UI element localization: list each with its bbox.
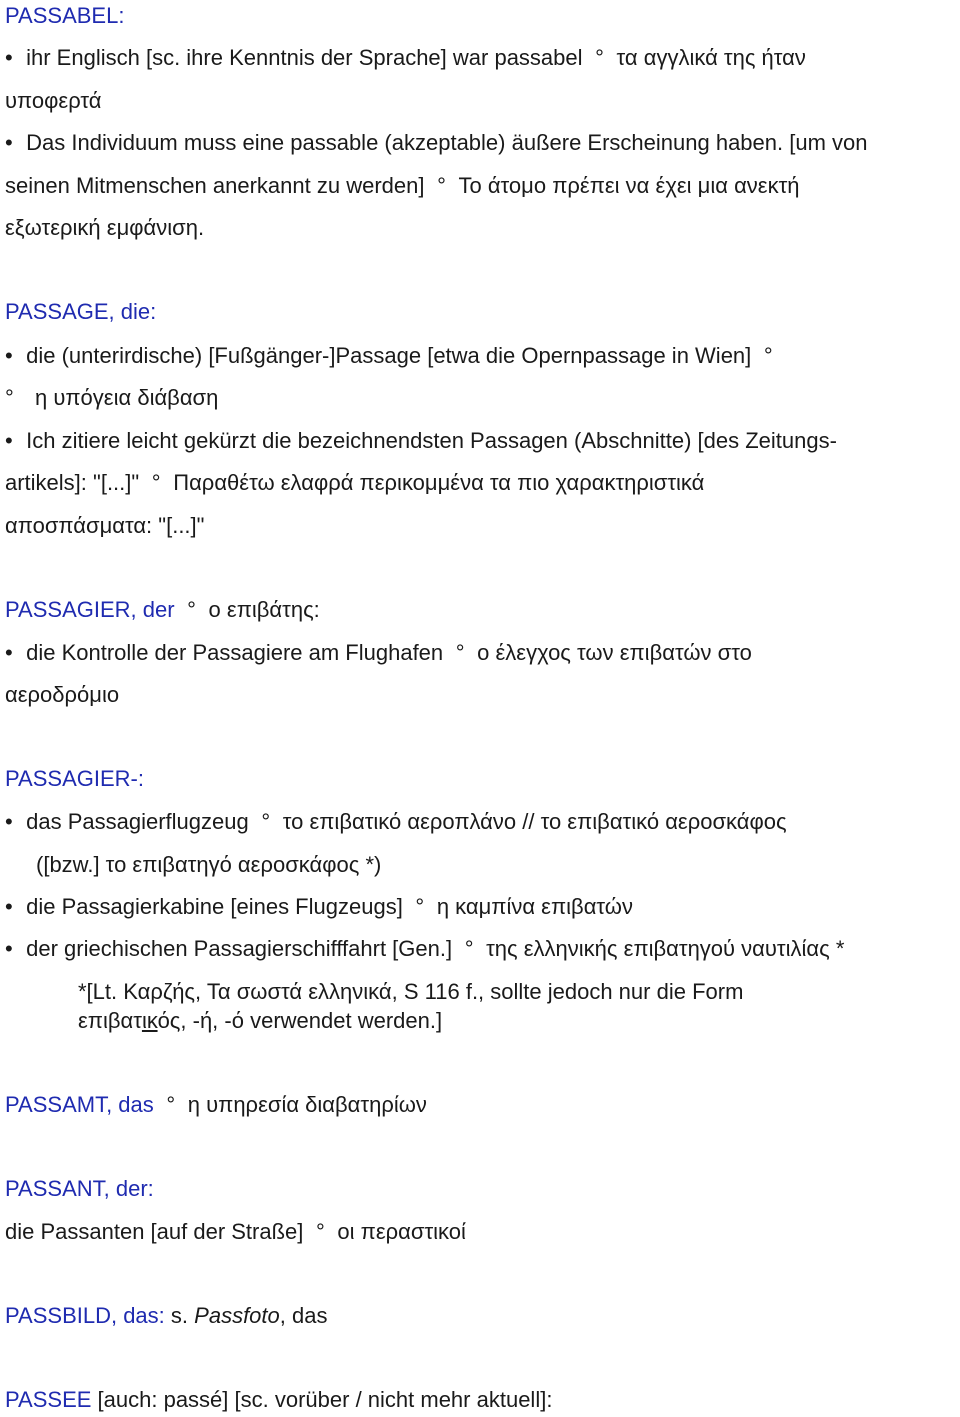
headword-passamt [5,1091,427,1119]
example-greek: ([bzw.] το επιβατηγό αεροσκάφος *) [36,852,382,877]
example-greek: το επιβατικό αεροπλάνο // το επιβατικό αεροσκάφος [282,809,787,834]
degree-separator [583,44,617,72]
example-greek: τα αγγλικά της ήταν [616,45,806,70]
example-german: das Passagierflugzeug [26,809,249,834]
degree-separator [154,1091,188,1119]
degree-separator [443,639,477,667]
example-passant-1 [5,1218,466,1246]
headword-text: PASSAGIER-: [5,766,144,791]
example-passabel-2-cont [5,172,800,200]
example-german: Das Individuum muss eine passable (akzeptable) äußere Erscheinung haben. [um von [26,130,868,155]
example-passagier-prefix-1 [5,808,787,836]
cross-ref-prefix: s. [170,1303,189,1328]
headword-passagier [5,596,320,624]
example-passagier-1 [5,639,752,667]
footnote-text: *[Lt. Καρζής, Τα σωστά ελληνικά, S 116 f., sollte jedoch nur die Form [78,979,744,1004]
example-german: der griechischen Passagierschifffahrt [Gen.] [26,936,453,961]
cross-ref-word: Passfoto [194,1303,280,1328]
example-german: die (unterirdische) [Fußgänger-]Passage [etwa die Opernpassage in Wien] [26,343,752,368]
degree-separator [424,172,458,200]
example-passabel-1-cont [5,87,102,115]
example-greek: ο έλεγχος των επιβατών στο [477,640,752,665]
footnote-passagier-prefix-cont [78,1007,442,1035]
headword-passabel [5,2,124,30]
example-german: seinen Mitmenschen anerkannt zu werden] [5,173,425,198]
example-passagier-prefix-3 [5,935,844,963]
headword-text: PASSABEL: [5,3,125,28]
degree-separator [452,935,486,963]
example-greek: της ελληνικής επιβατηγού ναυτιλίας * [486,936,845,961]
degree-separator [249,808,283,836]
example-german: die Passanten [auf der Straße] [5,1219,304,1244]
headword-text: PASSAGIER, der [5,597,175,622]
example-passagier-prefix-2 [5,893,633,921]
example-greek: αποσπάσματα: "[...]" [5,513,205,538]
example-greek: υποφερτά [5,88,102,113]
headword-passbild [5,1302,327,1330]
example-greek: εξωτερική εμφάνιση. [5,215,205,240]
degree-separator [403,893,437,921]
example-passabel-2 [5,129,868,157]
headword-text: PASSAGE, die: [5,299,157,324]
footnote-text: επιβατ [78,1008,142,1033]
headword-rest: [auch: passé] [sc. vorüber / nicht mehr aktuell]: [97,1387,553,1412]
example-greek: η καμπίνα επιβατών [436,894,633,919]
footnote-text: ός, -ή, -ό verwendet werden.] [157,1008,443,1033]
example-greek: οι περαστικοί [337,1219,466,1244]
headword-text: PASSBILD, das: [5,1303,165,1328]
example-passabel-2-cont2 [5,214,204,242]
example-greek: Το άτομο πρέπει να έχει μια ανεκτή [458,173,800,198]
example-passage-2-cont [5,469,704,497]
degree-separator [751,342,785,370]
example-german: Ich zitiere leicht gekürzt die bezeichnendsten Passagen (Abschnitte) [des Zeitungs- [26,428,837,453]
example-passage-1-cont [5,384,218,412]
headword-passagier-prefix [5,765,144,793]
footnote-underlined: ικ [141,1008,158,1033]
footnote-passagier-prefix [78,978,743,1006]
example-passage-2-cont2 [5,512,204,540]
example-german: ihr Englisch [sc. ihre Kenntnis der Sprache] war passabel [26,45,583,70]
example-passagier-1-cont [5,681,119,709]
example-passagier-prefix-1-cont [36,851,381,879]
headword-text: PASSANT, der: [5,1176,154,1201]
degree-separator [139,469,173,497]
headword-text: PASSEE [5,1387,92,1412]
headword-passant [5,1175,154,1203]
cross-ref-suffix: , das [279,1303,328,1328]
example-german: die Kontrolle der Passagiere am Flughafen [26,640,444,665]
example-passage-2 [5,427,837,455]
example-german: artikels]: "[...]" [5,470,140,495]
example-passage-1 [5,342,785,370]
headword-passage [5,298,156,326]
example-greek: η υπόγεια διάβαση [35,385,219,410]
degree-separator [303,1218,337,1246]
degree-separator [175,596,209,624]
example-passabel-1 [5,44,806,72]
headword-text: PASSAMT, das [5,1092,154,1117]
headword-translation: ο επιβάτης: [208,597,320,622]
example-greek: αεροδρόμιο [5,682,120,707]
headword-translation: η υπηρεσία διαβατηρίων [187,1092,427,1117]
degree-separator [5,384,35,412]
headword-passee [5,1386,552,1414]
example-greek: Παραθέτω ελαφρά περικομμένα τα πιο χαρακτηριστικά [173,470,705,495]
example-german: die Passagierkabine [eines Flugzeugs] [26,894,403,919]
